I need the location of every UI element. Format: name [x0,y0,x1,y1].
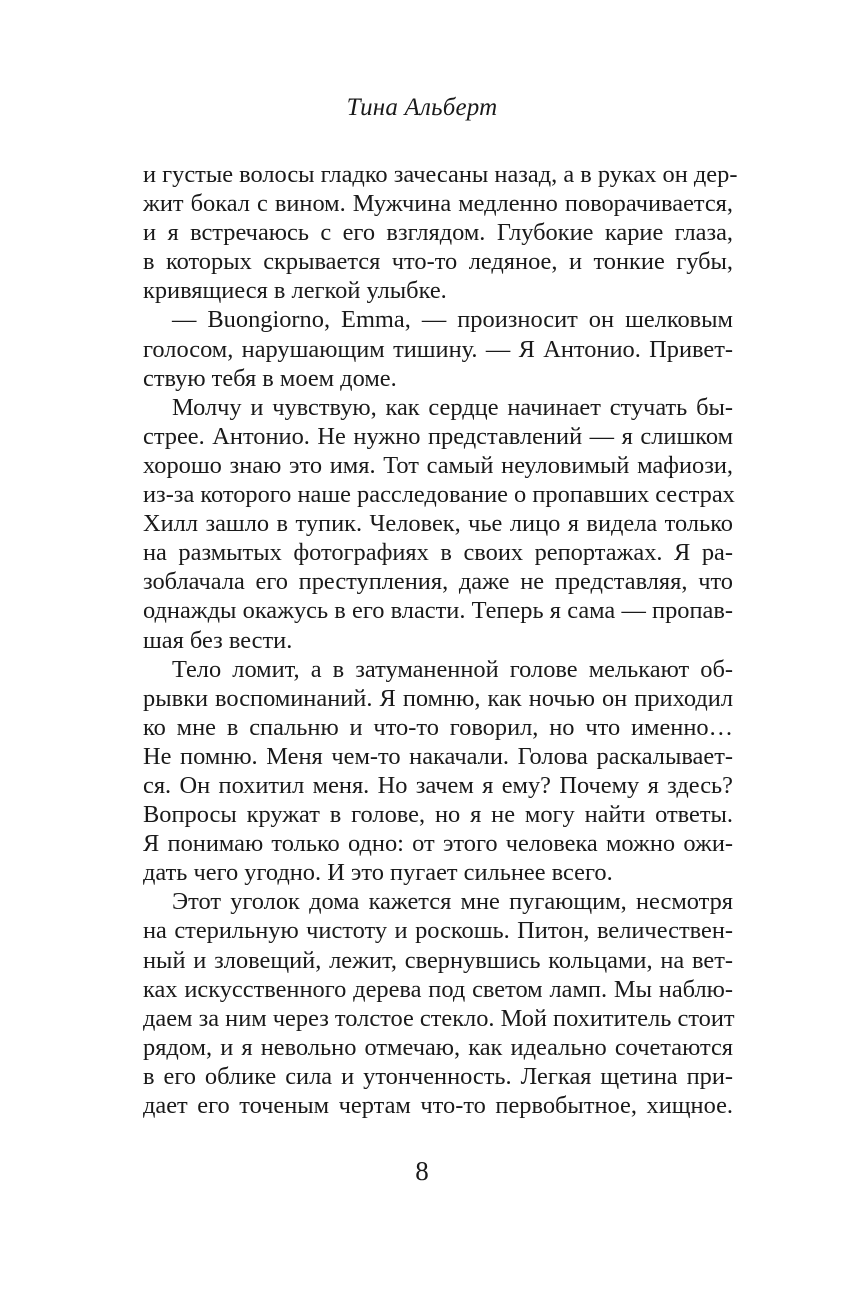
text-line: Молчу и чувствую, как сердце начинает стучать бы- [172,393,733,421]
text-line: ся. Он похитил меня. Но зачем я ему? Почему я здесь? [143,771,733,799]
paragraph [143,655,733,888]
text-line: дать чего угодно. И это пугает сильнее всего. [143,859,613,887]
text-line: ко мне в спальню и что-то говорил, но что именно… [143,713,733,741]
text-line: в его облике сила и утонченность. Легкая щетина при- [143,1062,733,1090]
text-line: из-за которого наше расследование о пропавших сестрах [143,481,735,509]
text-line: кривящиеся в легкой улыбке. [143,277,447,305]
text-line: Я понимаю только одно: от этого человека можно ожи- [143,830,733,858]
paragraph [143,160,738,305]
text-line: и я встречаюсь с его взглядом. Глубокие карие глаза, [143,219,733,247]
text-line: рядом, и я невольно отмечаю, как идеально сочетаются [143,1033,733,1061]
body-text [143,160,738,1120]
text-line: даем за ним через толстое стекло. Мой похититель стоит [143,1004,735,1032]
running-head: Тина Альберт [346,94,498,121]
text-line: и густые волосы гладко зачесаны назад, а в руках он дер- [143,161,738,188]
text-line: однажды окажусь в его власти. Теперь я сама — пропав- [143,597,733,625]
page-number: 8 [415,1156,429,1186]
text-line: голосом, нарушающим тишину. — Я Антонио. Привет- [143,335,733,363]
text-line: ствую тебя в моем доме. [143,364,397,392]
text-line: на стерильную чистоту и роскошь. Питон, величествен- [143,917,733,945]
text-line: рывки воспоминаний. Я помню, как ночью он приходил [143,684,733,712]
paragraph [143,887,733,1120]
text-line: стрее. Антонио. Не нужно представлений — я слишком [143,422,733,450]
text-line: ный и зловещий, лежит, свернувшись кольцами, на вет- [143,946,733,974]
paragraph [143,305,733,392]
text-line: Не помню. Меня чем-то накачали. Голова раскалывает- [143,742,733,770]
text-line: зоблачала его преступления, даже не представляя, что [143,568,733,596]
text-line: Этот уголок дома кажется мне пугающим, несмотря [172,888,733,916]
text-line: Хилл зашло в тупик. Человек, чье лицо я видела только [143,510,733,538]
text-line: хорошо знаю это имя. Тот самый неуловимый мафиози, [143,451,733,479]
text-line: в которых скрывается что-то ледяное, и тонкие губы, [143,248,733,276]
text-line: ках искусственного дерева под светом ламп. Мы наблю- [143,975,733,1003]
text-line: дает его точеным чертам что-то первобытное, хищное. [143,1092,733,1119]
paragraph [143,393,733,655]
text-line: Вопросы кружат в голове, но я не могу найти ответы. [143,801,733,829]
text-line: Тело ломит, а в затуманенной голове мелькают об- [172,655,733,683]
text-line: жит бокал с вином. Мужчина медленно поворачивается, [143,190,733,218]
text-line: на размытых фотографиях в своих репортажах. Я ра- [143,539,733,567]
text-line: шая без вести. [143,626,293,654]
text-line: — Buongiorno, Emma, — произносит он шелковым [172,306,733,334]
